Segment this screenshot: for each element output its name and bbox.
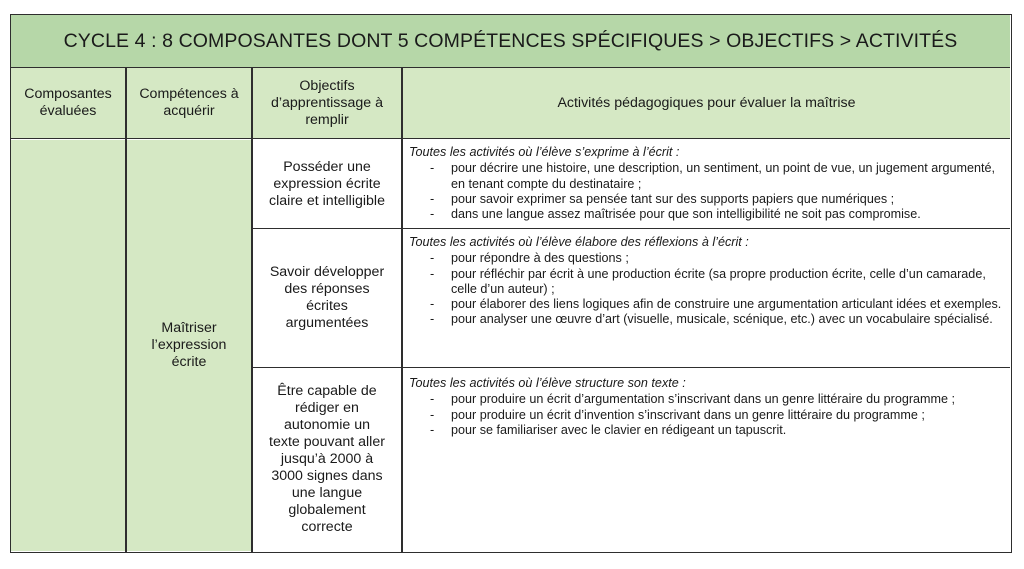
header-activites: Activités pédagogiques pour évaluer la maîtrise [403,68,1010,139]
activity-item: - pour répondre à des questions ; [409,251,1005,266]
activity-item: - pour analyser une œuvre d’art (visuelle, musicale, scénique, etc.) avec un vocabulaire spécialisé. [409,312,1005,327]
activity-item: - pour réfléchir par écrit à une production écrite (sa propre production écrite, celle d’un camarade, celle d’un auteur) ; [409,267,1005,298]
activity-item: - dans une langue assez maîtrisée pour que son intelligibilité ne soit pas compromise. [409,207,1005,222]
activity-item: - pour produire un écrit d’invention s’inscrivant dans un genre littéraire du programme ; [409,408,1005,423]
activity-item: - pour se familiariser avec le clavier en rédigeant un tapuscrit. [409,423,1005,438]
activites-intro: Toutes les activités où l’élève élabore des réflexions à l’écrit : [409,235,749,249]
activity-item: - pour produire un écrit d’argumentation s’inscrivant dans un genre littéraire du programme ; [409,392,1005,407]
column-divider [125,68,127,552]
activity-item: - pour savoir exprimer sa pensée tant sur des supports papiers que numériques ; [409,192,1005,207]
header-objectifs: Objectifs d’apprentissage à remplir [253,68,401,139]
composante-cell [11,140,125,551]
column-divider [401,68,403,552]
objectif-cell-2: Savoir développer des réponses écrites argumentées [269,264,385,331]
column-divider [251,68,253,552]
activites-intro: Toutes les activités où l’élève s’exprime à l’écrit : [409,145,680,159]
activity-item: - pour élaborer des liens logiques afin de construire une argumentation articulant idées et exemples. [409,297,1005,312]
objectif-cell-1: Posséder une expression écrite claire et intelligible [269,158,385,209]
activity-item: - pour décrire une histoire, une description, un sentiment, un point de vue, un jugement argumenté, en tenant compte du destinataire ; [409,161,1005,192]
competence-cell: Maîtriser l’expression écrite [127,140,251,551]
header-competences: Compétences à acquérir [127,68,251,139]
table-title: CYCLE 4 : 8 COMPOSANTES DONT 5 COMPÉTENCES SPÉCIFIQUES > OBJECTIFS > ACTIVITÉS [11,15,1010,68]
activites-cell-1 [409,145,1005,222]
competency-table [10,14,1012,553]
objectif-cell-3: Être capable de rédiger en autonomie un texte pouvant aller jusqu’à 2000 à 3000 signes dans une langue globalement correcte [269,383,385,535]
activites-intro: Toutes les activités où l’élève structure son texte : [409,376,686,390]
activites-cell-3 [409,376,1005,438]
activites-cell-2 [409,235,1005,328]
header-composantes: Composantes évaluées [11,68,125,139]
